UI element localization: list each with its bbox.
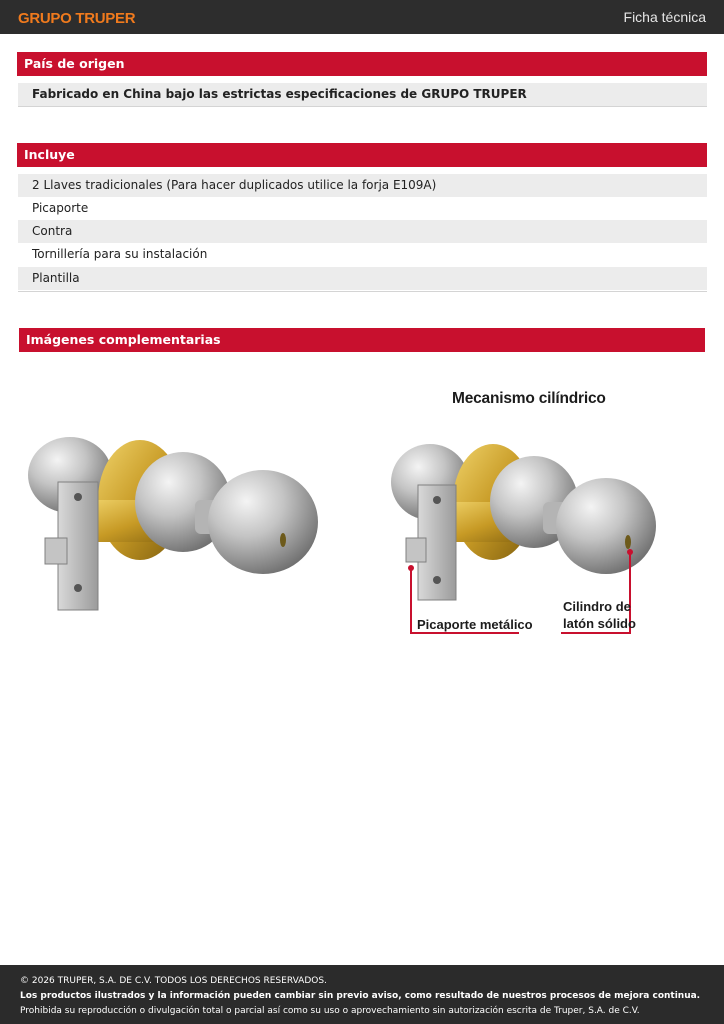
callout-label-cylinder-line1: Cilindro de — [563, 599, 631, 614]
footer-prohibition: Prohibida su reproducción o divulgación total o parcial así como su uso o aprovechamiento sin autorización escrita de Truper, S.A. de C.V. — [20, 1006, 640, 1016]
list-item: Picaporte — [32, 201, 89, 215]
list-item: 2 Llaves tradicionales (Para hacer duplicados utilice la forja E109A) — [18, 174, 707, 197]
truper-logo: GRUPO TRUPER — [18, 10, 136, 27]
section-header-includes: Incluye — [17, 143, 707, 167]
footer-notice: Los productos ilustrados y la información pueden cambiar sin previo aviso, como resultado de nuestros procesos de mejora continua. — [20, 991, 701, 1001]
list-item: Tornillería para su instalación — [32, 247, 208, 261]
divider — [18, 291, 707, 292]
lock-product-image — [25, 430, 325, 615]
section-header-origin: País de origen — [17, 52, 707, 76]
section-header-images: Imágenes complementarias — [19, 328, 705, 352]
callout-label-cylinder-line2: latón sólido — [563, 616, 636, 631]
divider — [18, 106, 707, 107]
origin-text: Fabricado en China bajo las estrictas especificaciones de GRUPO TRUPER — [18, 83, 707, 106]
list-item: Contra — [18, 220, 707, 243]
top-bar — [0, 0, 724, 34]
list-item: Plantilla — [18, 267, 707, 290]
callout-label-latch: Picaporte metálico — [417, 617, 533, 632]
footer-copyright: © 2026 TRUPER, S.A. DE C.V. TODOS LOS DERECHOS RESERVADOS. — [20, 976, 327, 986]
page-title: Ficha técnica — [623, 9, 706, 25]
footer — [0, 965, 724, 1024]
figure-title: Mecanismo cilíndrico — [452, 390, 606, 407]
